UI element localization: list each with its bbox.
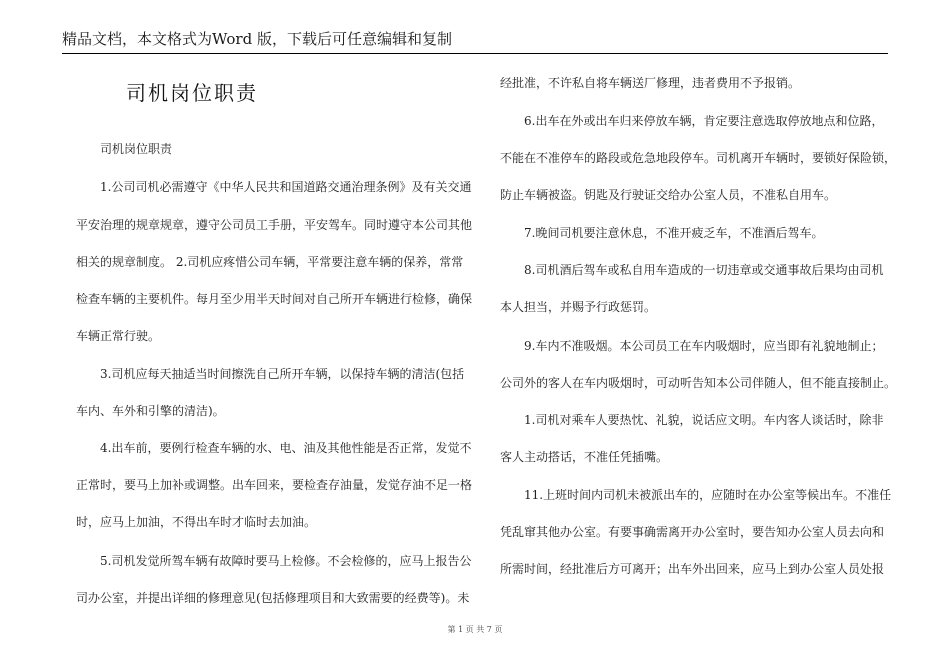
paragraph-line: 所需时间，经批准后方可离开；出车外出回来，应马上到办公室人员处报 xyxy=(500,562,885,576)
paragraph-line: 平安治理的规章规章，遵守公司员工手册，平安驾车。同时遵守本公司其他 xyxy=(76,218,473,232)
paragraph-line: 5.司机发觉所驾车辆有故障时要马上检修。不会检修的，应马上报告公 xyxy=(100,554,472,568)
paragraph-line: 车内、车外和引擎的清洁)。 xyxy=(76,404,225,418)
paragraph-line: 相关的规章制度。 2.司机应疼惜公司车辆，平常要注意车辆的保养，常常 xyxy=(76,255,464,269)
paragraph-line: 车辆正常行驶。 xyxy=(76,329,161,343)
paragraph-line: 防止车辆被盗。钥匙及行驶证交给办公室人员，不准私自用车。 xyxy=(500,188,837,202)
paragraph-line: 1.司机对乘车人要热忱、礼貌，说话应文明。车内客人谈话时，除非 xyxy=(524,413,884,427)
paragraph-line: 11.上班时间内司机未被派出车的，应随时在办公室等候出车。不准任 xyxy=(524,488,892,502)
paragraph-line: 时，应马上加油，不得出车时才临时去加油。 xyxy=(76,515,317,529)
page-number: 第 1 页 共 7 页 xyxy=(447,625,503,634)
paragraph-line: 9.车内不准吸烟。本公司员工在车内吸烟时，应当即有礼貌地制止； xyxy=(524,339,884,353)
paragraph-line: 1.公司司机必需遵守《中华人民共和国道路交通治理条例》及有关交通 xyxy=(100,180,472,194)
paragraph-line: 3.司机应每天抽适当时间擦洗自己所开车辆，以保持车辆的清洁(包括 xyxy=(100,367,465,381)
paragraph-line: 检查车辆的主要机件。每月至少用半天时间对自己所开车辆进行检修，确保 xyxy=(76,292,473,306)
header-divider xyxy=(62,53,888,54)
paragraph-line: 8.司机酒后驾车或私自用车造成的一切违章或交通事故后果均由司机 xyxy=(524,263,884,277)
paragraph-line: 本人担当，并赐予行政惩罚。 xyxy=(500,300,657,314)
paragraph-line: 客人主动搭话，不准任凭插嘴。 xyxy=(500,450,669,464)
paragraph-line: 凭乱窜其他办公室。有要事确需离开办公室时，要告知办公室人员去向和 xyxy=(500,525,885,539)
paragraph-line: 7.晚间司机要注意休息，不准开疲乏车，不准酒后驾车。 xyxy=(524,226,824,240)
paragraph-line: 6.出车在外或出车归来停放车辆，肯定要注意选取停放地点和位路， xyxy=(524,114,884,128)
paragraph-line: 司机岗位职责 xyxy=(100,142,173,156)
document-header-note: 精品文档，本文格式为Word 版，下载后可任意编辑和复制 xyxy=(62,30,452,48)
paragraph-line: 公司外的客人在车内吸烟时，可动听告知本公司伴随人，但不能直接制止。 xyxy=(500,376,897,390)
paragraph-line: 经批准，不许私自将车辆送厂修理，违者费用不予报销。 xyxy=(500,76,801,90)
document-title: 司机岗位职责 xyxy=(126,81,258,105)
paragraph-line: 司办公室，并提出详细的修理意见(包括修理项目和大致需要的经费等)。未 xyxy=(76,591,470,605)
paragraph-line: 4.出车前，要例行检查车辆的水、电、油及其他性能是否正常，发觉不 xyxy=(100,441,472,455)
paragraph-line: 正常时，要马上加补或调整。出车回来，要检查存油量，发觉存油不足一格 xyxy=(76,478,473,492)
paragraph-line: 不能在不准停车的路段或危急地段停车。司机离开车辆时，要锁好保险锁， xyxy=(500,151,897,165)
